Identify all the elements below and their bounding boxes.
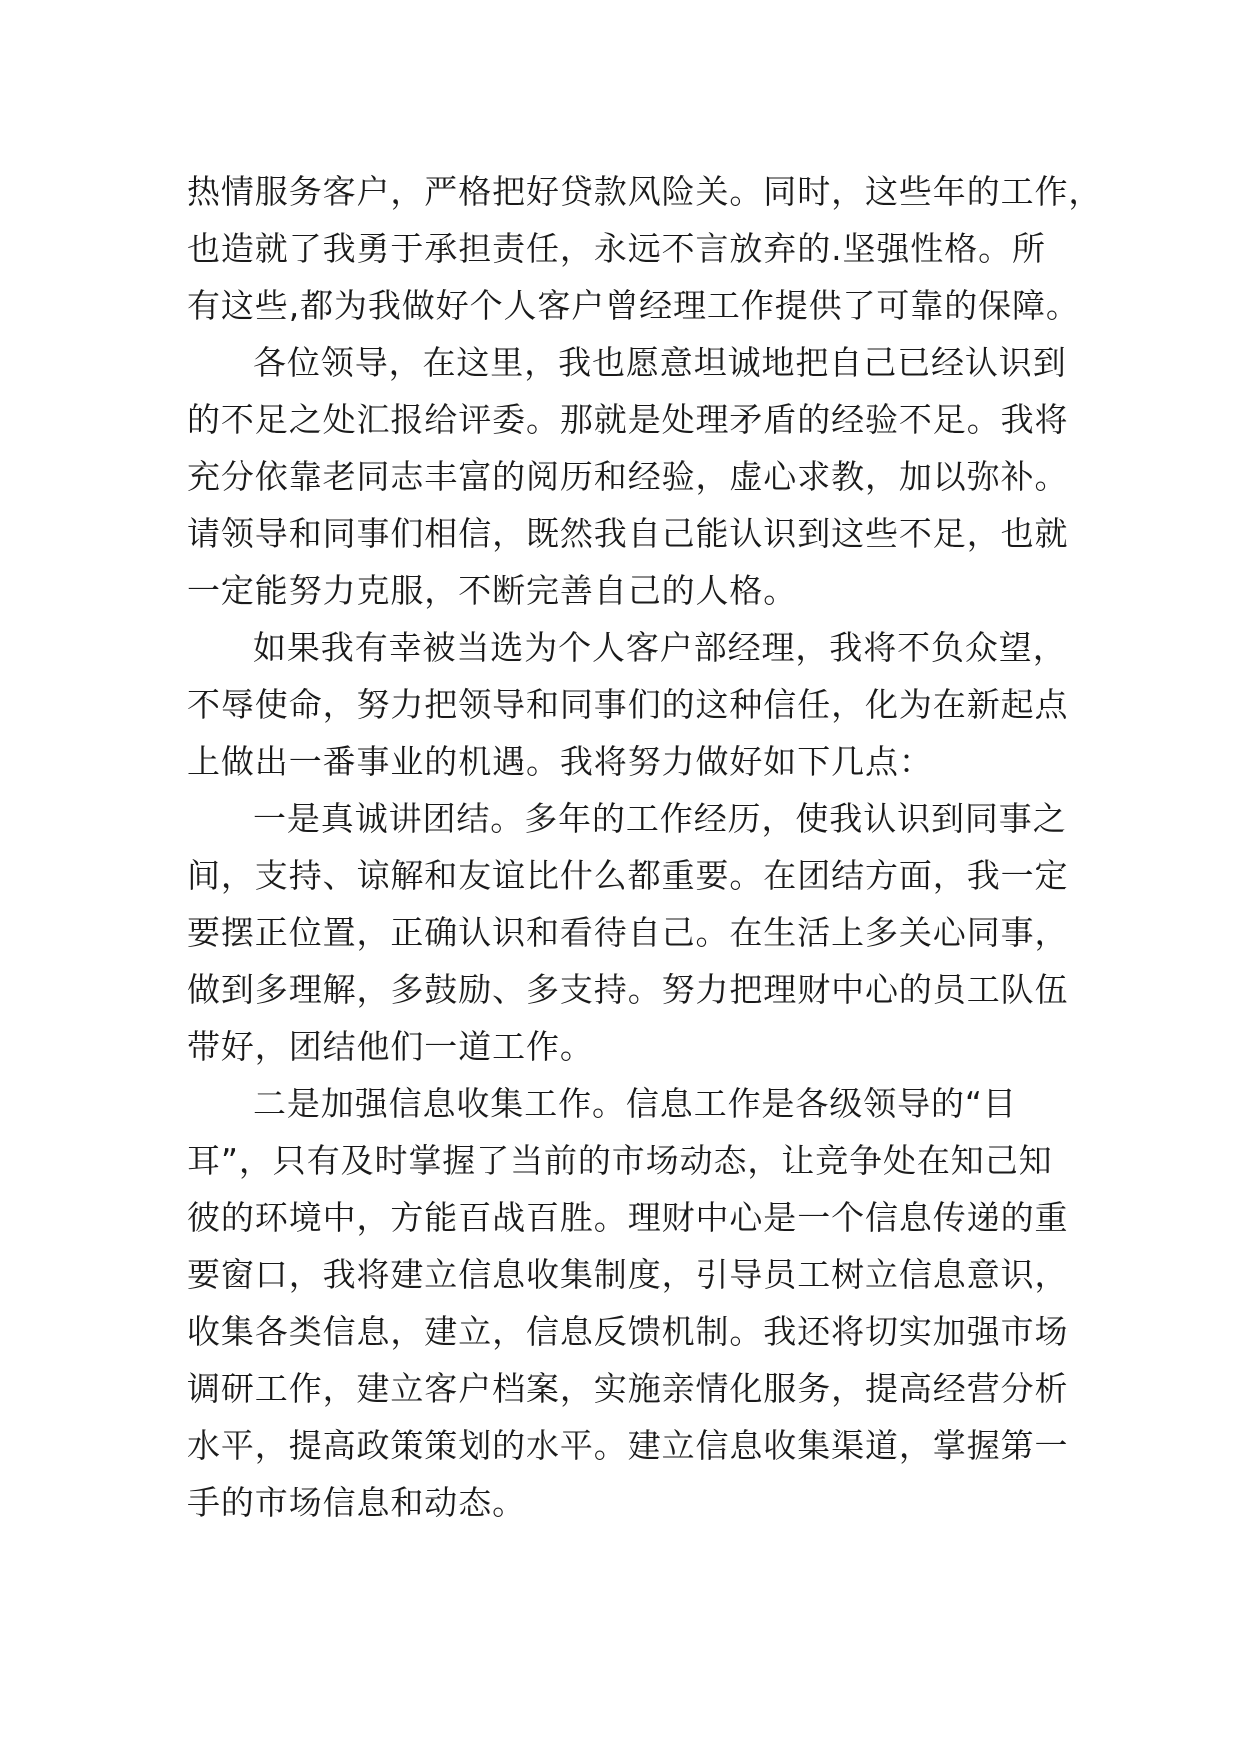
text-line: 请领导和同事们相信，既然我自己能认识到这些不足，也就 xyxy=(187,514,1069,553)
text-line: 水平，提高政策策划的水平。建立信息收集渠道，掌握第一 xyxy=(187,1426,1069,1465)
paragraph-start-line: 二是加强信息收集工作。信息工作是各级领导的“目 xyxy=(253,1084,1017,1123)
text-line: 不辱使命，努力把领导和同事们的这种信任，化为在新起点 xyxy=(187,685,1069,724)
text-line: 有这些,都为我做好个人客户曾经理工作提供了可靠的保障。 xyxy=(187,286,1080,325)
text-line: 的不足之处汇报给评委。那就是处理矛盾的经验不足。我将 xyxy=(187,400,1069,439)
text-line: 做到多理解，多鼓励、多支持。努力把理财中心的员工队伍 xyxy=(187,970,1069,1009)
body-text xyxy=(187,163,1103,1531)
text-line: 热情服务客户，严格把好贷款风险关。同时，这些年的工作， xyxy=(187,172,1103,211)
paragraph-start-line: 各位领导，在这里，我也愿意坦诚地把自己已经认识到 xyxy=(253,343,1067,382)
text-line: 带好，团结他们一道工作。 xyxy=(187,1027,594,1066)
text-line: 要摆正位置，正确认识和看待自己。在生活上多关心同事， xyxy=(187,913,1069,952)
text-line: 间，支持、谅解和友谊比什么都重要。在团结方面，我一定 xyxy=(187,856,1069,895)
text-line: 耳”，只有及时掌握了当前的市场动态，让竞争处在知己知 xyxy=(187,1141,1053,1180)
text-line: 也造就了我勇于承担责任，永远不言放弃的.坚强性格。所 xyxy=(187,229,1046,268)
text-line: 要窗口，我将建立信息收集制度，引导员工树立信息意识， xyxy=(187,1255,1069,1294)
paragraph-start-line: 如果我有幸被当选为个人客户部经理，我将不负众望， xyxy=(253,628,1067,667)
text-line: 手的市场信息和动态。 xyxy=(187,1483,526,1522)
text-line: 一定能努力克服，不断完善自己的人格。 xyxy=(187,571,798,610)
text-line: 彼的环境中，方能百战百胜。理财中心是一个信息传递的重 xyxy=(187,1198,1069,1237)
text-line: 上做出一番事业的机遇。我将努力做好如下几点： xyxy=(187,742,933,781)
text-line: 调研工作，建立客户档案，实施亲情化服务，提高经营分析 xyxy=(187,1369,1069,1408)
text-line: 收集各类信息，建立，信息反馈机制。我还将切实加强市场 xyxy=(187,1312,1069,1351)
text-line: 充分依靠老同志丰富的阅历和经验，虚心求教，加以弥补。 xyxy=(187,457,1069,496)
paragraph-start-line: 一是真诚讲团结。多年的工作经历，使我认识到同事之 xyxy=(253,799,1067,838)
